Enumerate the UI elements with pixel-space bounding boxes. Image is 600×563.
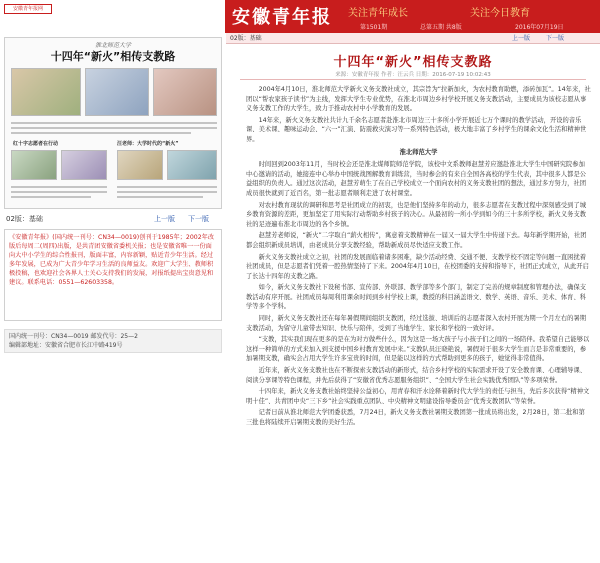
article-paragraph: 14年来，新火义务支教社共计九千余名志愿者赴淮北市周边三十多所小学开展近七万个课时的教学活动，开设的音乐课、美术课、趣味运动会、“六一”汇演、防震救灾演习等一系列特色活动，极大地丰富了乡村学生的课余文化生活和精神世界。 [246, 116, 587, 143]
thumbnail-text-line [11, 132, 191, 134]
thumbnail-kicker: 淮北师范大学 [94, 42, 131, 49]
thumbnail-photo[interactable] [61, 150, 107, 180]
article-paragraph: 近年来，新火义务支教社也在不断探索支教活动的新形式，结合乡村学校的实际需求开设了安全教育课、心理辅导课、阅读分享课等特色课程，并先后获得了“安徽省优秀志愿服务组织”、“全国大学生社会实践优秀团队”等多项荣誉。 [246, 367, 587, 384]
publication-info [4, 329, 222, 353]
masthead [0, 0, 600, 33]
slogan-right: 关注今日教育 [470, 8, 530, 19]
thumbnail-text-line [11, 186, 107, 188]
article-edition-label[interactable]: 02版：基础 [230, 35, 262, 42]
article-paragraph: 时间回到2003年11月，当时校会还是淮北煤师院师范学院，该校中文系教师赵慧芳应邀赴淮北大学生中国研究院参加中心邀请的活动，她接连中心举办中国统战图解教育训练营，当时参会的有来自全国各高校的学生代表，其中很多人都是公益组织的负责人。通过这次活动，赵慧芳萌生了在自己学校成立一个面向农村的义务支教社团的想法，通过多方努力，社团成员很快就到了近百名，第一批志愿者顺利走进了农村课堂。 [246, 161, 587, 197]
issue-date: 2016年07月19日 [515, 24, 564, 31]
article-paragraph: 2004年4月10日，淮北师范大学新火义务支教社成立，其宗旨为“拉新加火，为农村教育助燃，添砖加瓦”。14年来，社团以“帮农家孩子读书”为主线，发挥大学生专业优势，在淮北市周边乡村学校开展义务支教活动，主要成员为该校志愿从事义务支教工作的大学生，致力于推动农村中小学教育的发展。 [246, 86, 591, 113]
article-next-edition-link[interactable]: 下一版 [546, 35, 565, 42]
thumbnail-edition-label[interactable]: 02版：基础 [6, 215, 43, 223]
issue-number: 第1501期 [360, 24, 388, 31]
article-body [246, 85, 591, 563]
thumbnail-text-line [11, 122, 217, 124]
article-prev-edition-link[interactable]: 上一版 [512, 35, 531, 42]
thumbnail-text-line [11, 196, 91, 198]
prev-edition-link[interactable]: 上一版 [154, 215, 175, 223]
thumbnail-photo[interactable] [167, 150, 217, 180]
article-paragraph: 如今，新火义务支教社下设秘书部、宣传部、外联部、教学部等多个部门，制定了完善的规章制度和管理办法，确保支教活动有序开展。社团成员每周利用课余时间到乡村学校上课，教授的科目涵盖语文、数学、英语、音乐、美术、体育、科学等多个学科。 [246, 284, 587, 311]
article-byline: 来源：安徽青年报 作者：汪云兵 日期：2016-07-19 10:02:43 [335, 72, 491, 78]
article-paragraph: 新火义务支教社成立之初，社团的发展面临着诸多困难，缺少活动经费、交通不便、支教学校不固定等问题一直困扰着社团成员，但是志愿者们凭着一腔热情坚持了下来。2004年4月10日，在校团委的支持和指导下，社团正式成立，从此开启了长达十四年的支教之路。 [246, 253, 589, 280]
article-paragraph: 赵慧芳老师说，“新火”二字取自“薪火相传”，寓意着支教精神在一届又一届大学生中传递下去。每年新学期开始，社团都会组织新成员培训，由老成员分享支教经验，帮助新成员尽快适应支教工作。 [246, 232, 587, 249]
editorial-address: 编辑部地址：安徽省合肥市长江中路419号 [9, 342, 123, 349]
article-paragraph: 对农村教育现状的调研和思考是社团成立的初衷，也是他们坚持多年的动力，很多志愿者在支教过程中深刻感受到了城乡教育资源的差距，更加坚定了用实际行动帮助乡村孩子的决心。从最初的一所小学到如今的三十多所学校，新火义务支教社的足迹遍布淮北市周边的各个乡镇。 [246, 201, 587, 228]
slogan-left: 关注青年成长 [348, 8, 408, 19]
article-paragraph: 记者日前从淮北师范大学团委获悉，7月24日，新火义务支教社暑期支教团第一批成员将出发，2月28日，第二批和第三批也将陆续开启暑期支教的美好生活。 [246, 409, 585, 426]
thumbnail-story-heading[interactable]: 汪老师：大学时代的“新火” [117, 141, 179, 147]
article-paragraph: 十四年来，新火义务支教社始终坚持公益初心，用青春和汗水诠释着新时代大学生的责任与担当，先后多次获得“精神文明十佳”、共青团中央“三下乡”社会实践重点团队、中央精神文明建设指导委员会“优秀支教团队”等荣誉。 [246, 388, 590, 405]
article-title: 十四年“新火”相传支教路 [333, 55, 493, 70]
thumbnail-photo[interactable] [11, 68, 81, 116]
article-subheading: 淮北师范大学 [399, 148, 438, 156]
thumbnail-photo[interactable] [117, 150, 163, 180]
thumbnail-text-line [11, 191, 107, 193]
article-paragraph: 同时，新火义务支教社还在每年暑假期间组织支教团，经过选拔、培训后的志愿者深入农村开展为期一个月左右的暑期支教活动，为留守儿童带去知识、快乐与陪伴，受到了当地学生、家长和学校的一致好评。 [246, 315, 587, 332]
newspaper-intro-note: 《安徽青年报》(国内统一刊号：CN34—0019)创刊于1985年；2002年改版后每周二(周四)出版，是共青团安徽省委机关报；也是安徽省唯一一份面向大中小学生的综合性报刊，版面丰富，内容新颖，贴近青少年生活。经过多年发展，已成为广大青少年学习生活的良师益友。欢迎广大学生、教师积极投稿，也欢迎社会各界人士关心支持我们的发展，对报纸提出宝贵意见和建议。联系电话：0551—62603358。 [4, 229, 222, 321]
thumbnail-headline[interactable]: 十四年“新火”相传支教路 [50, 50, 176, 63]
thumbnail-text-line [117, 191, 217, 193]
paper-title[interactable]: 安徽青年报 [232, 7, 332, 28]
left-panel [0, 33, 225, 563]
publication-issn: 国内统一刊号：CN34—0019 邮发代号：25—2 [9, 333, 138, 340]
thumbnail-photo[interactable] [11, 150, 57, 180]
article-panel [226, 33, 600, 563]
page-thumbnail[interactable] [4, 37, 222, 209]
article-paragraph: “支教，其实我们现在更多的是在为对方做些什么，因为这是一场大孩子与小孩子们之间的一场陪伴。我希望自己能够以这样一种简单的方式来加入到支援中国乡村教育发展中来。”支教队员汪晓艳说，暑假对于很多大学生而言是非常重要的，参加暑期支教，确实会占用大学生许多宝贵的时间，但是能以这样的方式帮助到更多的孩子，她觉得非常值得。 [246, 336, 590, 363]
thumbnail-text-line [117, 196, 203, 198]
thumbnail-photo[interactable] [85, 68, 149, 116]
thumbnail-photo[interactable] [153, 68, 217, 116]
next-edition-link[interactable]: 下一版 [188, 215, 209, 223]
thumbnail-story-heading[interactable]: 红十字志愿者在行动 [13, 141, 59, 147]
thumbnail-nav-bar [4, 213, 222, 225]
thumbnail-text-line [117, 186, 217, 188]
edition-info: 总第五期 共8版 [420, 24, 462, 31]
site-logo[interactable]: 安徽青年报网 [4, 4, 52, 14]
title-divider [240, 79, 586, 80]
article-nav-bar [226, 33, 600, 44]
thumbnail-text-line [11, 127, 217, 129]
